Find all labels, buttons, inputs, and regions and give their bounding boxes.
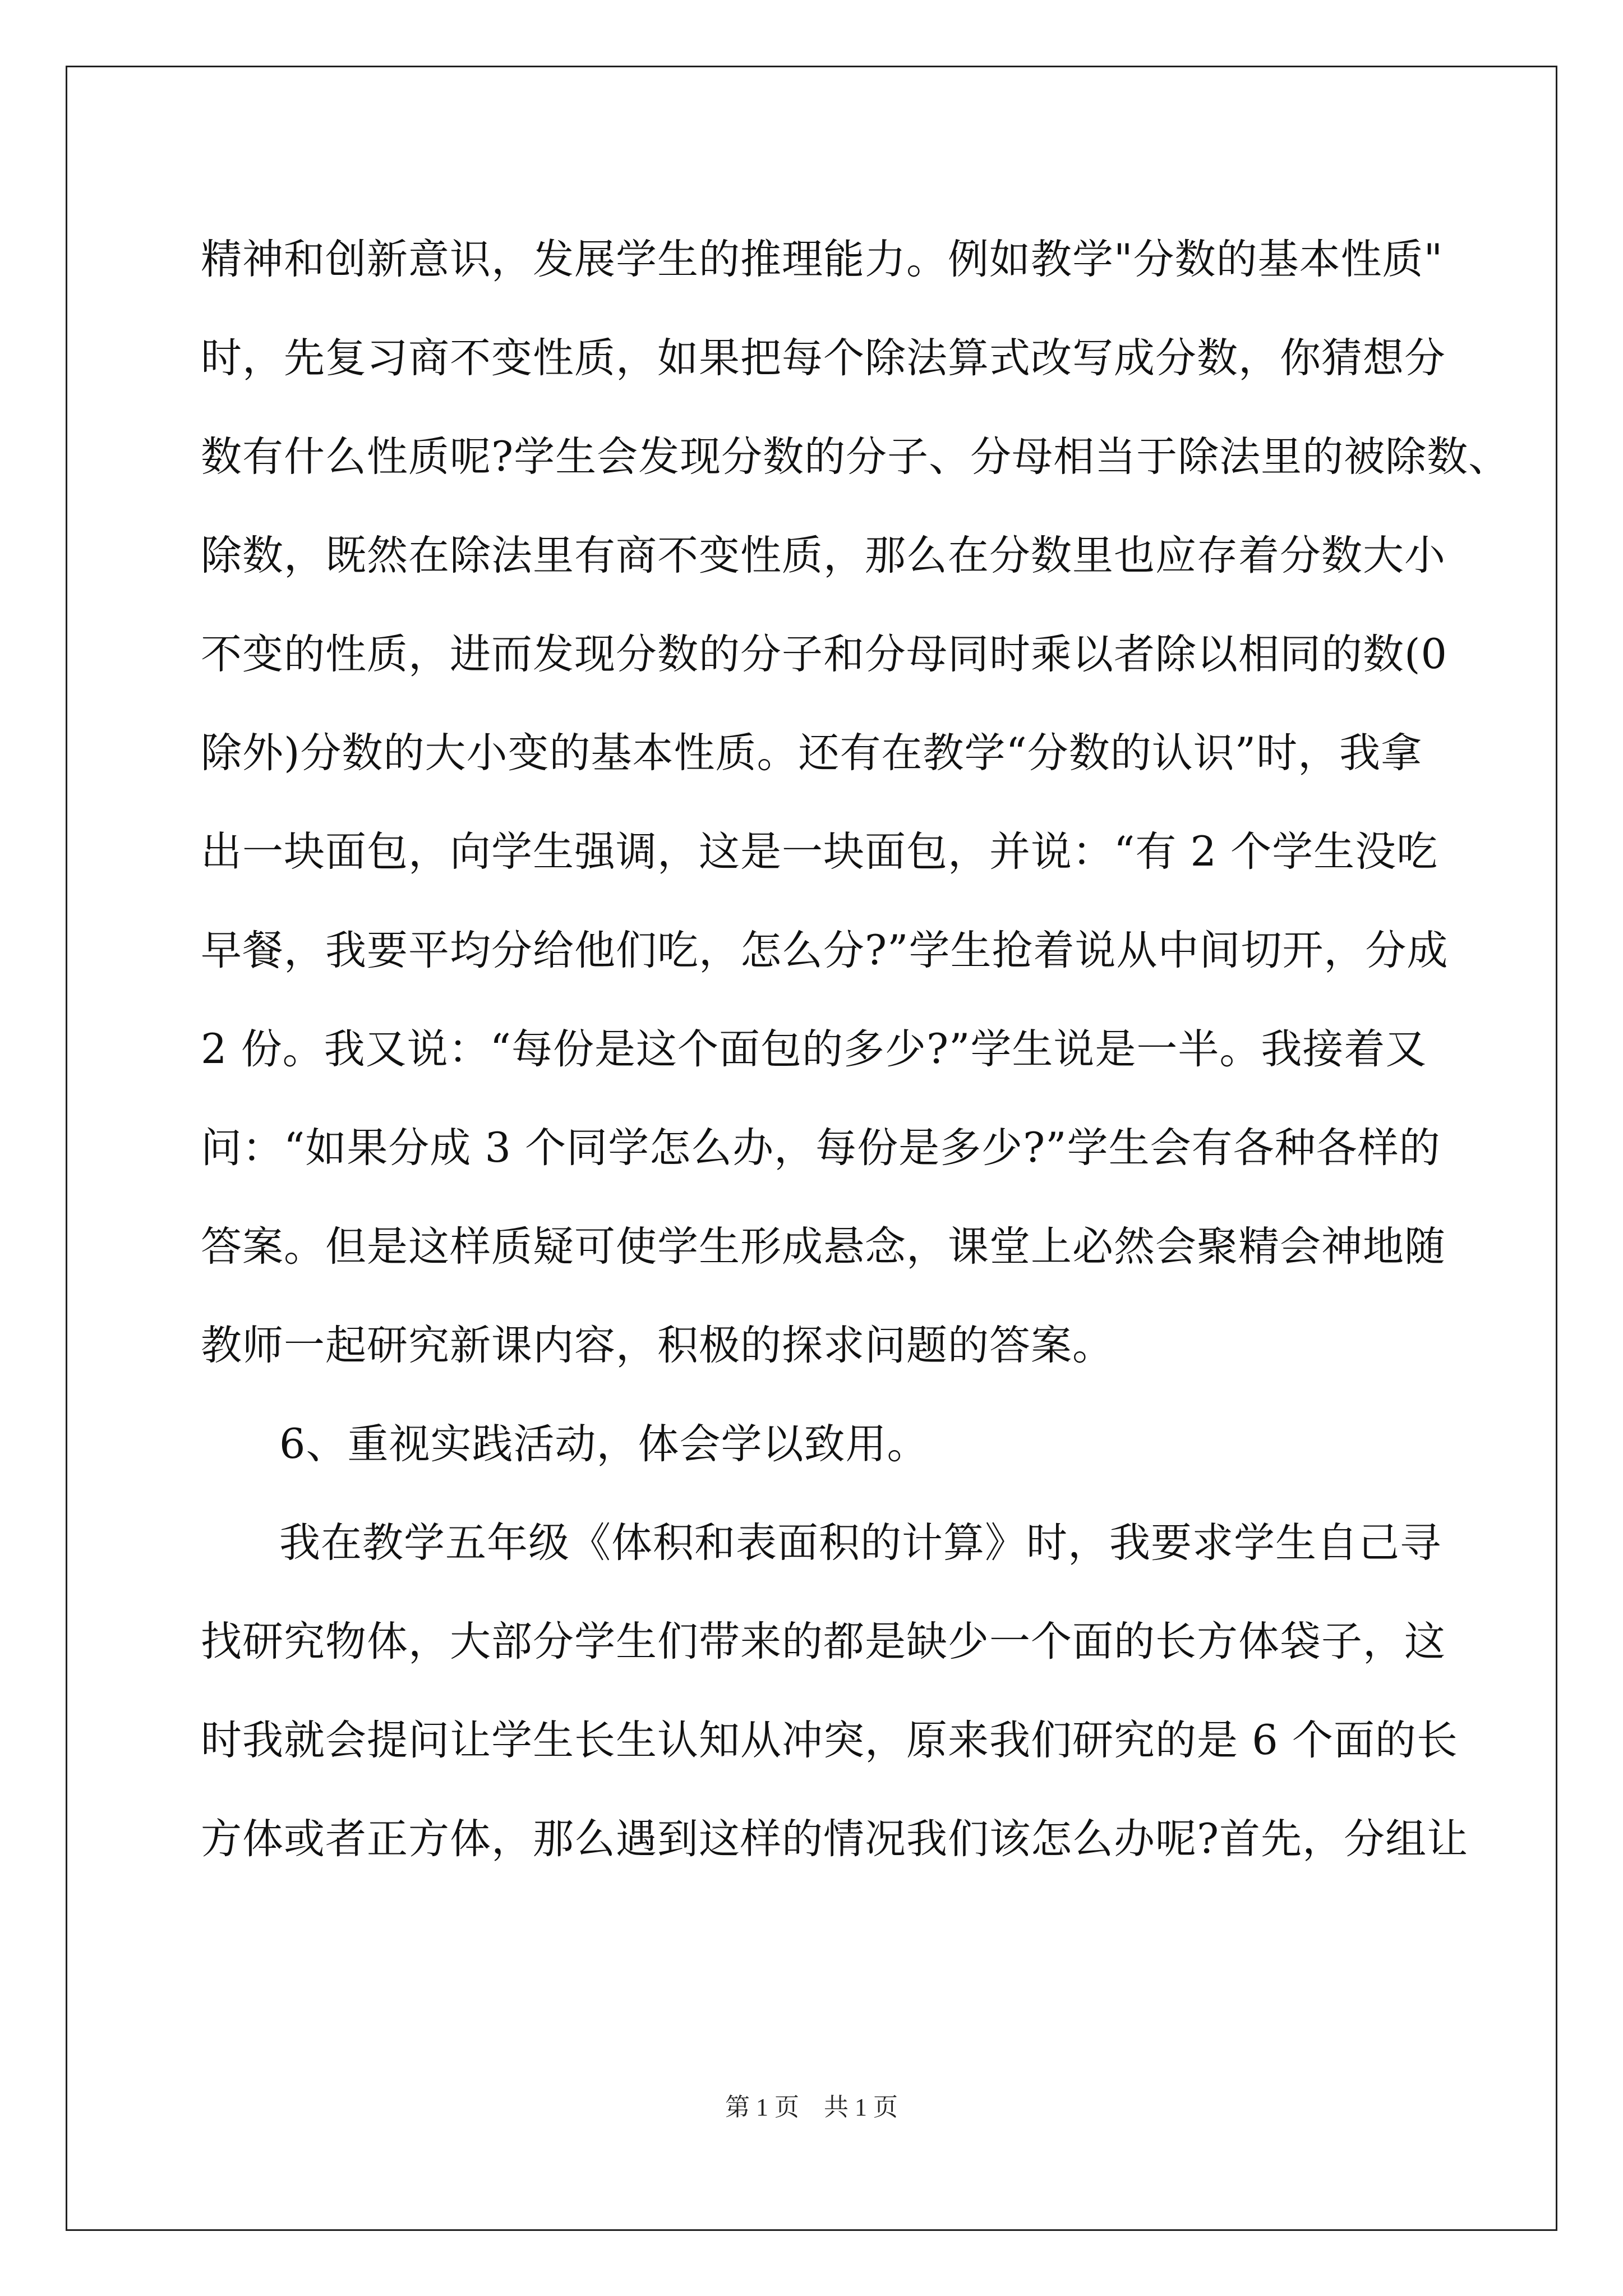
section-heading: 6、重视实践活动，体会学以致用。 — [279, 1420, 929, 1468]
text-line: 时，先复习商不变性质，如果把每个除法算式改写成分数，你猜想分 — [201, 334, 1446, 382]
text-line: 教师一起研究新课内容，积极的探求问题的答案。 — [201, 1322, 1114, 1369]
text-line: 2 份。我又说：“每份是这个面包的多少?”学生说是一半。我接着又 — [201, 1025, 1427, 1073]
text-line: 精神和创新意识，发展学生的推理能力。例如教学"分数的基本性质" — [201, 236, 1444, 283]
text-line: 问：“如果分成 3 个同学怎么办，每份是多少?”学生会有各种各样的 — [201, 1124, 1441, 1172]
paragraph-first-line: 我在教学五年级《体积和表面积的计算》时，我要求学生自己寻 — [279, 1519, 1441, 1567]
text-line: 出一块面包，向学生强调，这是一块面包，并说：“有 2 个学生没吃 — [201, 828, 1438, 876]
text-line: 除数，既然在除法里有商不变性质，那么在分数里也应存着分数大小 — [201, 532, 1446, 579]
text-line: 答案。但是这样质疑可使学生形成悬念，课堂上必然会聚精会神地随 — [201, 1223, 1446, 1271]
text-line: 方体或者正方体，那么遇到这样的情况我们该怎么办呢?首先，分组让 — [201, 1815, 1469, 1863]
text-line: 数有什么性质呢?学生会发现分数的分子、分母相当于除法里的被除数、 — [201, 433, 1510, 481]
body-text — [201, 210, 1510, 1889]
text-line: 早餐，我要平均分给他们吃，怎么分?”学生抢着说从中间切开，分成 — [201, 927, 1449, 974]
text-line: 找研究物体，大部分学生们带来的都是缺少一个面的长方体袋子，这 — [201, 1618, 1446, 1665]
text-line: 不变的性质，进而发现分数的分子和分母同时乘以者除以相同的数(0 — [201, 631, 1447, 678]
page-footer: 第 1 页 共 1 页 — [725, 2093, 898, 2121]
text-line: 时我就会提问让学生长生认知从冲突，原来我们研究的是 6 个面的长 — [201, 1717, 1458, 1764]
text-line: 除外)分数的大小变的基本性质。还有在教学“分数的认识”时，我拿 — [201, 729, 1423, 777]
